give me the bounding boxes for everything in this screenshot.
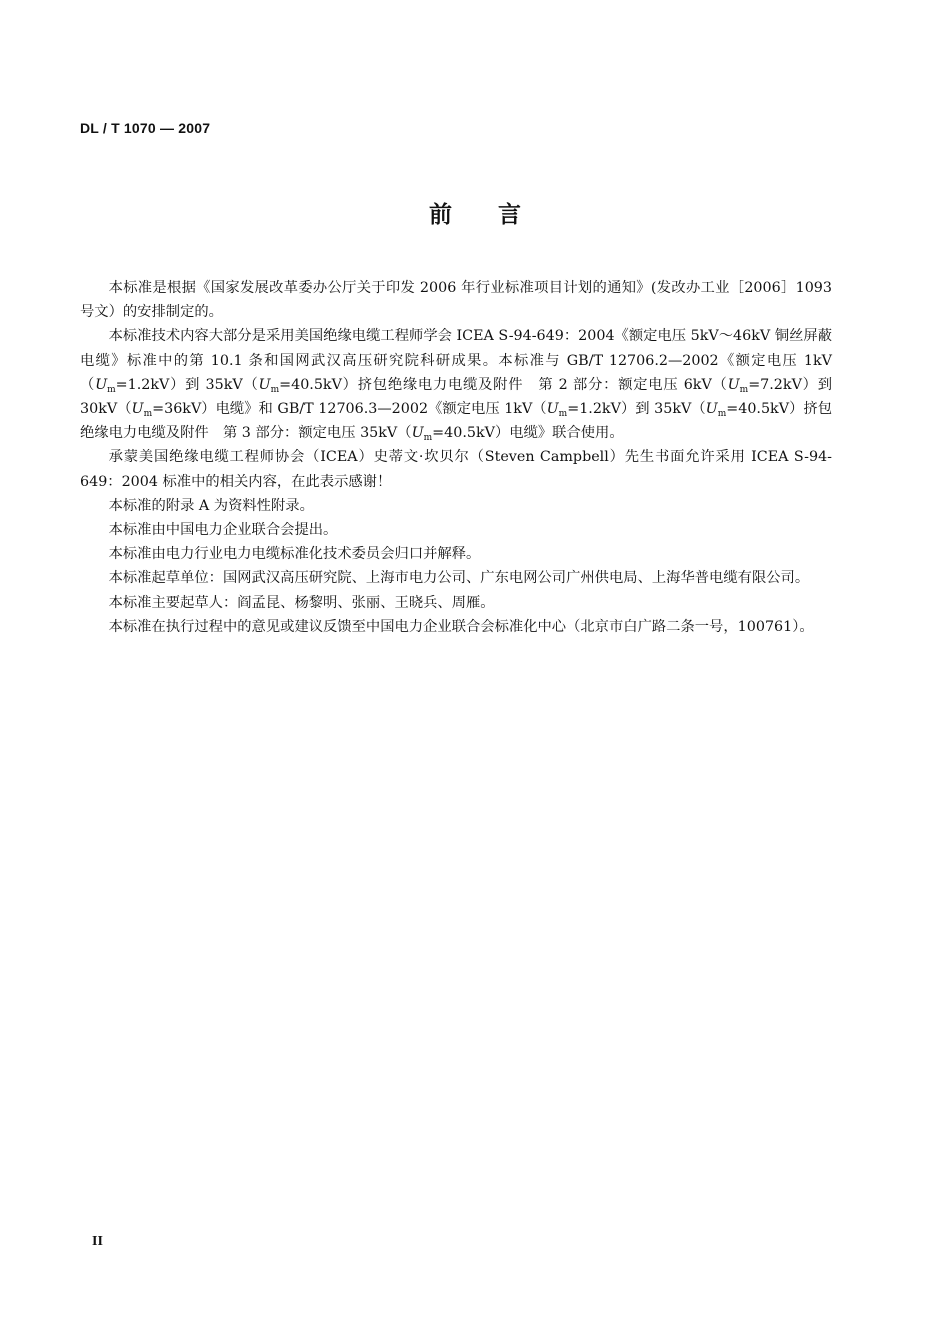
voltage-symbol: U <box>705 401 718 418</box>
paragraph-5: 本标准由中国电力企业联合会提出。 <box>108 522 338 539</box>
paragraph-3: 承蒙美国绝缘电缆工程师协会（ICEA）史蒂文·坎贝尔（Steven Campbell）先生书面允许采用 ICEA S-94-649：2004 标准中的相关内容，在此表示感谢！ <box>80 449 832 490</box>
voltage-symbol: U <box>258 376 271 393</box>
paragraph-2-text-b: =1.2kV）到 35kV（ <box>115 376 259 393</box>
preface-body <box>80 276 832 639</box>
voltage-symbol: U <box>727 376 740 393</box>
paragraph-7: 本标准起草单位：国网武汉高压研究院、上海市电力公司、广东电网公司广州供电局、上海华普电缆有限公司。 <box>108 570 810 587</box>
standard-code: DL / T 1070 — 2007 <box>80 120 211 136</box>
voltage-symbol: U <box>411 425 424 442</box>
paragraph-2-text-d: =7.2kV）到 30kV（ <box>80 376 832 418</box>
page-number: II <box>92 1234 103 1249</box>
paragraph-8: 本标准主要起草人：阎孟昆、杨黎明、张丽、王晓兵、周雁。 <box>108 594 495 611</box>
paragraph-1: 本标准是根据《国家发展改革委办公厅关于印发 2006 年行业标准项目计划的通知》(发改办工业［2006］1093 号文）的安排制定的。 <box>80 280 832 321</box>
voltage-subscript: m <box>423 433 433 444</box>
paragraph-2-text-a: 本标准技术内容大部分是采用美国绝缘电缆工程师学会 ICEA S-94-649：2004《额定电压 5kV～46kV 铜丝屏蔽电缆》标准中的第 10.1 条和国网武汉高压研究院科研成果。本标准与 GB/T 12706.2—2002《额定电压 1kV（ <box>80 328 832 393</box>
paragraph-9: 本标准在执行过程中的意见或建议反馈至中国电力企业联合会标准化中心（北京市白广路二条一号，100761）。 <box>108 618 814 635</box>
voltage-symbol: U <box>546 401 559 418</box>
voltage-symbol: U <box>95 376 108 393</box>
paragraph-4: 本标准的附录 A 为资料性附录。 <box>108 497 314 514</box>
voltage-subscript: m <box>558 409 568 420</box>
voltage-subscript: m <box>143 409 153 420</box>
paragraph-2-text-f: =1.2kV）到 35kV（ <box>567 401 706 418</box>
page-title: 前言 <box>429 202 567 228</box>
paragraph-2-text-e: =36kV）电缆》和 GB/T 12706.3—2002《额定电压 1kV（ <box>152 401 547 418</box>
paragraph-2-text-c: =40.5kV）挤包绝缘电力电缆及附件 第 2 部分：额定电压 6kV（ <box>279 376 728 393</box>
voltage-subscript: m <box>739 384 749 395</box>
voltage-subscript: m <box>107 384 116 395</box>
paragraph-2 <box>80 324 832 445</box>
voltage-subscript: m <box>270 384 280 395</box>
voltage-symbol: U <box>131 401 144 418</box>
paragraph-2-text-g: =40.5kV）挤包绝缘电力电缆及附件 第 3 部分：额定电压 35kV（ <box>80 401 832 442</box>
paragraph-2-text-h: =40.5kV）电缆》联合使用。 <box>432 425 624 442</box>
voltage-subscript: m <box>717 409 727 420</box>
paragraph-6: 本标准由电力行业电力电缆标准化技术委员会归口并解释。 <box>108 546 481 563</box>
